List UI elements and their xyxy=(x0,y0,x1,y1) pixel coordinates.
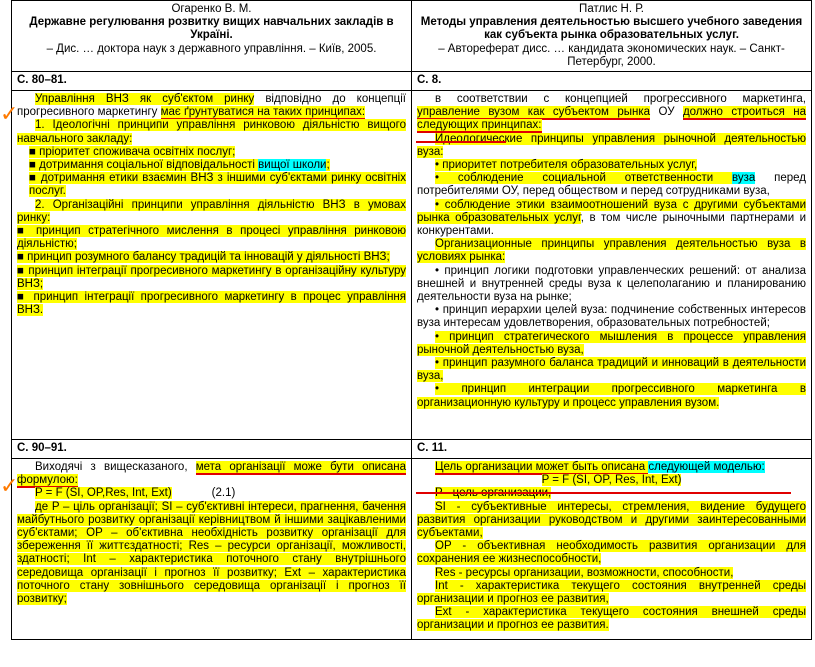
right-principle-3-text: • принцип стратегического мышления в процессе управления рыночной деятельностью вуза, xyxy=(417,330,806,356)
right-def-1-text: P - цель организации, xyxy=(435,487,552,500)
left-principle-1 xyxy=(17,225,406,251)
red-underline-mark xyxy=(416,492,791,494)
right-paragraph-intro xyxy=(417,93,806,133)
left-principle-2-text: ■ принцип розумного балансу традицій та інновацій у діяльності ВНЗ; xyxy=(17,251,390,264)
right-formula-line xyxy=(417,474,806,487)
right-def-2 xyxy=(417,501,806,541)
right-def-6 xyxy=(417,606,806,632)
left-title: Державне регулювання розвитку вищих навчальних закладів в Україні. xyxy=(29,16,394,42)
left-principle-4 xyxy=(17,291,406,317)
right-formula: P = F (SI, OP, Res, Int, Ext) xyxy=(541,474,682,487)
left-hl-principles: має ґрунтуватися на таких принципах: xyxy=(160,106,366,119)
right-goal-hl: Цель организации может быть описана xyxy=(435,461,649,474)
right-def-5-text: Int - характеристика текущего состояния внутренней среды организации и прогноз ее развития, xyxy=(417,579,806,606)
left-goal-hl: мета організації може бути описана формулою: xyxy=(17,461,407,487)
right-heading-2 xyxy=(417,238,806,264)
left-content-1 xyxy=(12,91,412,440)
left-item-1-text: ■ пріоритет споживача освітніх послуг; xyxy=(29,145,236,158)
check-mark-icon: ✓ xyxy=(0,474,19,499)
red-underline-mark xyxy=(416,141,506,143)
left-item-1 xyxy=(17,146,406,159)
right-item-2-end: перед потребителями ОУ, перед обществом и перед сотрудниками вуза, xyxy=(417,172,806,198)
right-text-ou: ОУ xyxy=(650,106,683,119)
right-hl-subject: управление вузом как субъектом рынка xyxy=(417,106,651,119)
left-source: – Дис. … доктора наук з державного управління. – Київ, 2005. xyxy=(46,42,377,55)
comparison-table xyxy=(11,0,812,640)
right-def-3-text: OP - объективная необходимость развития организации для сохранения ее жизнеспособности, xyxy=(417,540,806,566)
left-principle-2 xyxy=(17,251,406,264)
right-def-1 xyxy=(417,487,806,500)
left-hl-subject: Управління ВНЗ як суб'єктом ринку xyxy=(35,93,255,106)
right-def-5 xyxy=(417,580,806,606)
left-formula-line xyxy=(17,487,406,500)
right-goal-cyan: следующей моделью: xyxy=(648,461,765,474)
left-item-2-text: ■ дотримання соціальної відповідальності xyxy=(29,159,259,172)
left-header-cell xyxy=(12,1,412,72)
left-goal-intro xyxy=(17,461,406,487)
right-content-2 xyxy=(412,459,812,640)
right-item-3-end: , в том числе рыночными партнерами и конкурентами. xyxy=(417,211,807,238)
left-goal-lead: Виходячі з вищесказаного, xyxy=(35,461,196,474)
right-principle-4-text: • принцип разумного баланса традиций и инноваций в деятельности вуза, xyxy=(417,357,806,383)
left-principle-3-text: ■ принцип інтеграції прогресивного маркетингу в організаційну культуру ВНЗ; xyxy=(17,264,406,290)
right-heading-2-text: Организационные принципы управления деятельностью вуза в условиях рынка: xyxy=(417,238,806,264)
left-principle-4-text: ■ принцип інтеграції прогресивного маркетингу в процес управління ВНЗ. xyxy=(17,291,406,317)
right-def-6-text: Ext - характеристика текущего состояния внешней среды организации и прогноз ее развития. xyxy=(417,606,806,632)
left-text-concept: відповідно до концепції прогресивного маркетингу xyxy=(17,93,406,119)
right-principle-4 xyxy=(417,357,806,383)
right-def-4 xyxy=(417,567,806,580)
left-content-2 xyxy=(12,459,412,640)
right-title: Методы управления деятельностью высшего учебного заведения как субъекта рынка образовательных услуг. xyxy=(420,16,803,42)
left-item-2 xyxy=(17,159,406,172)
left-formula-number: (2.1) xyxy=(211,487,236,500)
ref-row-1 xyxy=(12,72,812,91)
right-author: Патлис Н. Р. xyxy=(579,3,644,15)
right-def-3 xyxy=(417,540,806,566)
right-item-3 xyxy=(417,199,806,239)
right-item-2-text: • соблюдение социальной ответственности xyxy=(435,172,733,185)
right-ref-2: С. 11. xyxy=(412,440,812,459)
right-item-2-cyan: вуза xyxy=(732,172,756,185)
left-formula: P = F (SI, OP,Res, Int, Ext) xyxy=(35,487,172,500)
right-heading-1 xyxy=(417,133,806,159)
right-principle-3 xyxy=(417,331,806,357)
left-item-2-end: ; xyxy=(326,159,330,172)
right-item-1 xyxy=(417,159,806,172)
right-hl-principles: должно строиться на следующих принципах: xyxy=(417,106,807,132)
right-def-4-text: Res - ресурсы организации, возможности, способности, xyxy=(435,566,734,579)
left-definition xyxy=(17,501,406,607)
left-item-3-text: ■ дотримання етики взаємин ВНЗ з іншими суб'єктами ринку освітніх послуг. xyxy=(29,172,406,198)
right-principle-1-text: • принцип логики подготовки управленческих решений: от анализа внешней и внутренней среды вуза к целеполаганию и планированию деятельности вуза на рынке; xyxy=(417,264,806,304)
right-principle-5 xyxy=(417,383,806,409)
right-text-concept: в соответствии с концепцией прогрессивного маркетинга, xyxy=(435,93,806,106)
left-ref-2: С. 90–91. xyxy=(12,440,412,459)
content-row-1 xyxy=(12,91,812,440)
right-heading-1-text: Идеологические принципы управления рыночной деятельностью вуза: xyxy=(417,132,806,158)
right-principle-1 xyxy=(417,265,806,305)
right-item-3-text: • соблюдение этики взаимоотношений вуза с другими субъектами рынка образовательных услуг xyxy=(417,198,806,224)
left-paragraph-intro xyxy=(17,93,406,119)
right-principle-2 xyxy=(417,304,806,330)
right-goal-intro xyxy=(417,461,806,474)
header-row xyxy=(12,1,812,72)
left-heading-1 xyxy=(17,119,406,145)
left-definition-text: де P – ціль організації; SI – суб'єктивні інтереси, прагнення, бачення майбутнього розвитку організації керівництвом й іншими зацікавленими суб'єктами; OP – об'єктивна необхідність розвитку організації для збереження її життєздатності; Res – ресурси організації, можливості, здатності; Int – характеристика поточного стану внутрішнього середовища організації і прогноз її розвитку; Ext – характеристика поточного стану зовнішнього середовища організації і прогноз її розвитку; xyxy=(17,500,406,606)
ref-row-2 xyxy=(12,440,812,459)
right-def-2-text: SI - субъективные интересы, стремления, видение будущего развития организации руководством и другими заинтересованными субъектами, xyxy=(417,500,806,540)
right-header-cell xyxy=(412,1,812,72)
left-ref-1: С. 80–81. xyxy=(12,72,412,91)
left-author: Огаренко В. М. xyxy=(171,3,252,15)
left-heading-2-text: 2. Організаційні принципи управління діяльністю ВНЗ в умовах ринку: xyxy=(17,198,406,224)
left-heading-1-text: 1. Ідеологічні принципи управління ринковою діяльністю вищого навчального закладу: xyxy=(17,119,406,145)
left-item-2-cyan: вищої школи xyxy=(258,159,327,172)
right-principle-5-text: • принцип интеграции прогрессивного маркетинга в организационную культуру и процесс управления вузом. xyxy=(417,383,806,409)
right-item-1-text: • приоритет потребителя образовательных услуг, xyxy=(435,159,698,172)
left-principle-1-text: ■ принцип стратегічного мислення в процесі управління ринковою діяльністю; xyxy=(17,225,406,251)
left-heading-2 xyxy=(17,199,406,225)
left-item-3 xyxy=(17,172,406,198)
right-source: – Автореферат дисс. … кандидата экономических наук. – Санкт-Петербург, 2000. xyxy=(438,42,785,68)
right-item-2 xyxy=(417,172,806,198)
right-ref-1: С. 8. xyxy=(412,72,812,91)
left-principle-3 xyxy=(17,265,406,291)
content-row-2 xyxy=(12,459,812,640)
right-principle-2-text: • принцип иерархии целей вуза: подчинение собственных интересов вуза интересам удовлетворения, образовательных потребностей; xyxy=(417,304,806,330)
check-mark-icon: ✓ xyxy=(0,102,19,127)
